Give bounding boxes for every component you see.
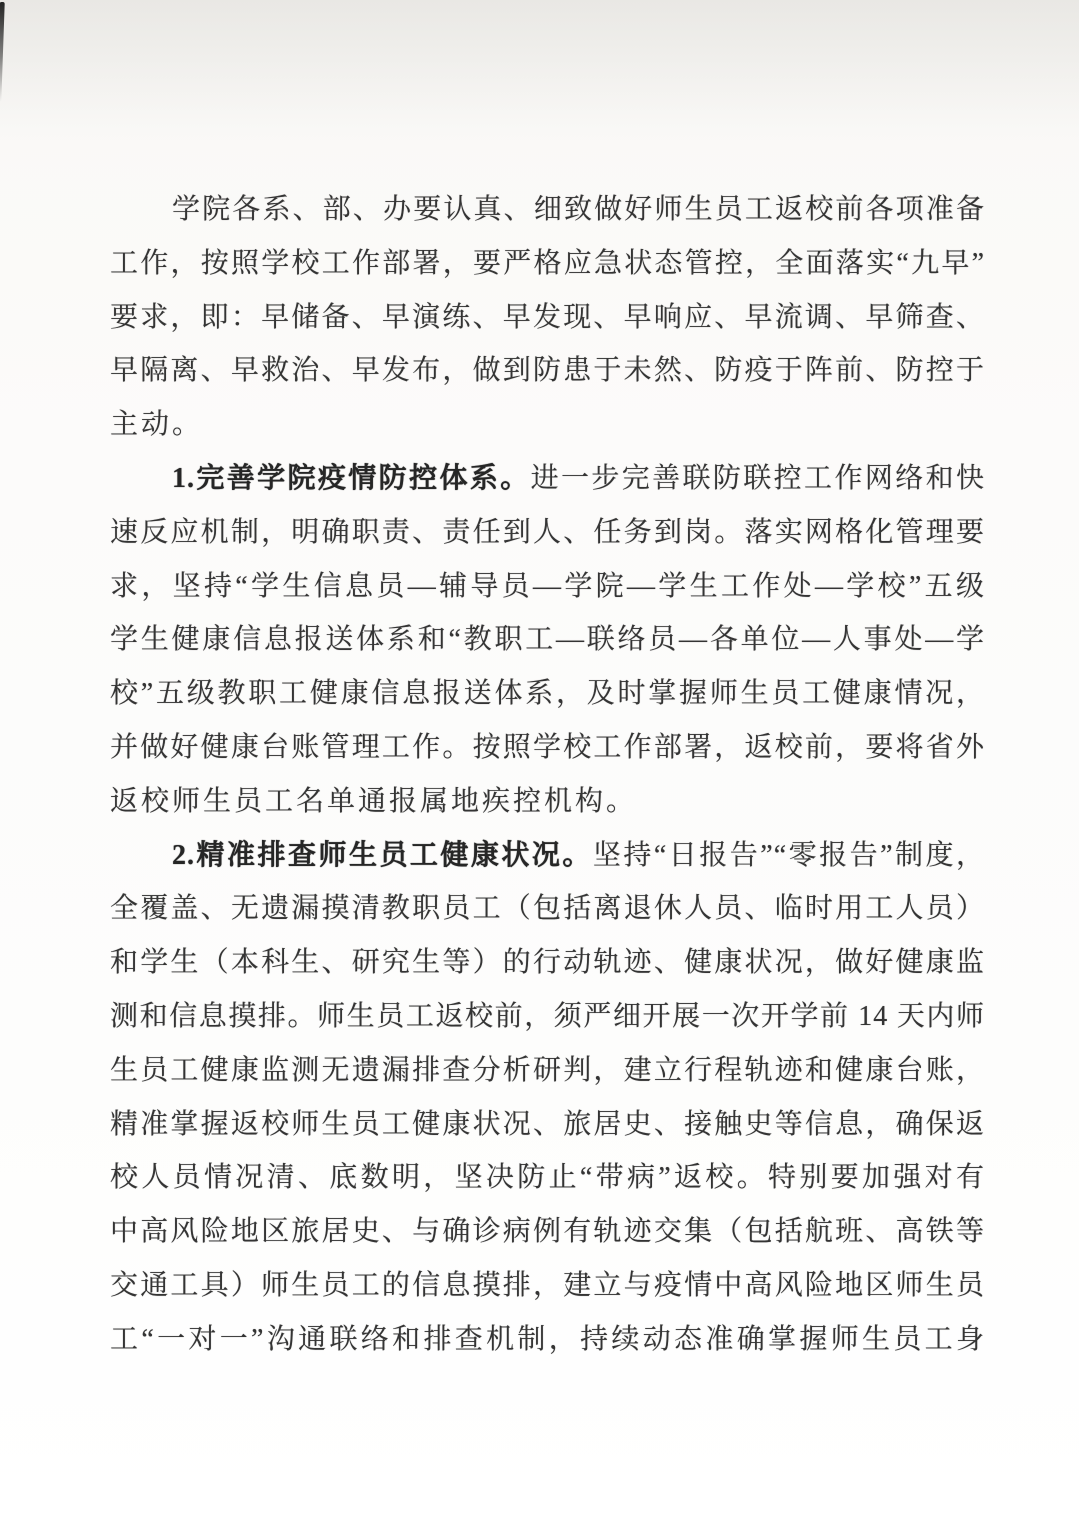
text-run: 坚持“日报告”“零报告”制度， [592,839,985,871]
text-line: 精准掌握返校师生员工健康状况、旅居史、接触史等信息，确保返 [110,1108,985,1140]
text-line: 学院各系、部、办要认真、细致做好师生员工返校前各项准备 [172,194,985,225]
text-line: 学生健康信息报送体系和“教职工—联络员—各单位—人事处—学 [110,624,985,656]
text-line: 并做好健康台账管理工作。按照学校工作部署，返校前，要将省外 [110,731,985,763]
text-line: 中高风险地区旅居史、与确诊病例有轨迹交集（包括航班、高铁等 [110,1216,985,1248]
text-line: 生员工健康监测无遗漏排查分析研判，建立行程轨迹和健康台账， [110,1054,985,1086]
text-line: 全覆盖、无遗漏摸清教职员工（包括离退休人员、临时用工人员） [110,893,985,925]
paragraph-intro [110,183,985,452]
scanner-edge-artifact [0,2,5,102]
text-line: 求，坚持“学生信息员—辅导员—学院—学生工作处—学校”五级 [110,570,985,602]
paragraph-section-2 [110,829,985,1367]
text-line: 校人员情况清、底数明，坚决防止“带病”返校。特别要加强对有 [110,1162,985,1194]
section-1-heading: 1.完善学院疫情防控体系。 [172,462,531,494]
paragraph-section-1 [110,452,985,829]
text-line: 主动。 [110,409,204,441]
text-line [110,829,985,883]
text-line: 交通工具）师生员工的信息摸排，建立与疫情中高风险地区师生员 [110,1269,985,1301]
text-line: 速反应机制，明确职责、责任到人、任务到岗。落实网格化管理要 [110,516,985,548]
text-line: 要求，即：早储备、早演练、早发现、早响应、早流调、早筛查、 [110,301,985,333]
text-line: 工“一对一”沟通联络和排查机制，持续动态准确掌握师生员工身 [110,1323,985,1355]
text-line: 早隔离、早救治、早发布，做到防患于未然、防疫于阵前、防控于 [110,355,985,387]
text-line: 测和信息摸排。师生员工返校前，须严细开展一次开学前 14 天内师 [110,1000,985,1032]
text-line: 和学生（本科生、研究生等）的行动轨迹、健康状况，做好健康监 [110,947,985,979]
text-run: 进一步完善联防联控工作网络和快 [530,462,985,494]
document-text-block [110,183,985,1367]
text-line [110,452,985,506]
text-line: 返校师生员工名单通报属地疾控机构。 [110,785,638,817]
text-line: 校”五级教职工健康信息报送体系，及时掌握师生员工健康情况， [110,678,985,710]
text-line: 工作，按照学校工作部署，要严格应急状态管控，全面落实“九早” [110,247,985,279]
section-2-heading: 2.精准排查师生员工健康状况。 [172,839,593,871]
